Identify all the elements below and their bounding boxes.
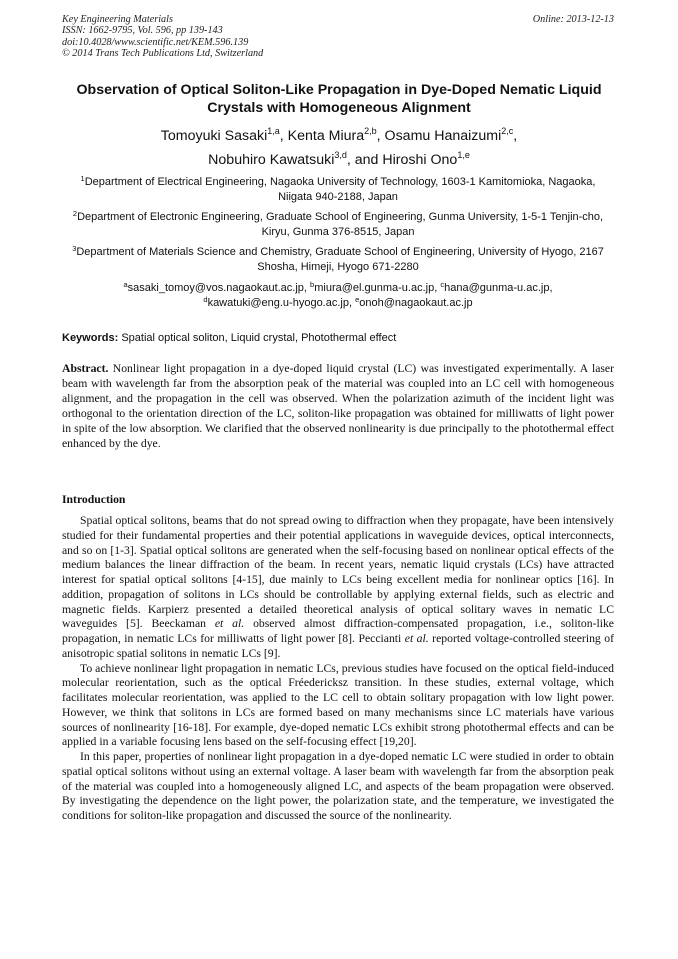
email-link[interactable]: hana@gunma-u.ac.jp [444, 282, 550, 294]
et-al: et al. [214, 617, 245, 631]
email-link[interactable]: kawatuki@eng.u-hyogo.ac.jp [207, 297, 349, 309]
paragraph: To achieve nonlinear light propagation in nematic LCs, previous studies have focused on the optical field-induced molecular reorientation, such as the optical Fréedericksz transition. In these studies, external voltage, which facilitates molecular reorientation, was applied to the LC cell to obtain solitary propagation with low light power. However, we think that solitons in LCs are formed based on many mechanisms since LC materials have various sources of nonlinearity [16-18]. For example, dye-doped nematic LCs exhibit strong photothermal effects and can be applied in a variable focusing lens based on the self-focusing effect [19,20]. [62, 661, 614, 749]
journal-header [62, 14, 614, 60]
paragraph-text: reported voltage-controlled steering of anisotropic spatial solitons in nematic LCs [9]. [62, 632, 614, 660]
author-sup: 3,d [334, 150, 347, 160]
author-name: Nobuhiro Kawatsuki [208, 152, 335, 168]
email-sup: c [440, 280, 445, 289]
email-link[interactable]: miura@el.gunma-u.ac.jp [314, 282, 435, 294]
issn-line: ISSN: 1662-9795, Vol. 596, pp 139-143 [62, 25, 223, 37]
email-sup: a [123, 280, 128, 289]
affiliation-1 [62, 175, 614, 205]
paper-title: Observation of Optical Soliton-Like Propagation in Dye-Doped Nematic Liquid Crystals with Homogeneous Alignment [76, 82, 602, 116]
email-sup: d [203, 295, 208, 304]
author-sup: 2,c [501, 126, 514, 136]
author-name: Osamu Hanaizumi [384, 128, 502, 144]
section-heading-introduction: Introduction [62, 493, 126, 506]
doi-line: doi:10.4028/www.scientific.net/KEM.596.139 [62, 36, 249, 48]
email-link[interactable]: sasaki_tomoy@vos.nagaokaut.ac.jp [127, 282, 304, 294]
email-link[interactable]: onoh@nagaokaut.ac.jp [359, 297, 473, 309]
affiliation-text: Department of Electronic Engineering, Graduate School of Engineering, Gunma University, 1-5-1 Tenjin-cho, Kiryu, Gunma 376-8515, Japan [77, 211, 604, 238]
online-date: Online: 2013-12-13 [532, 14, 614, 25]
copyright-line: © 2014 Trans Tech Publications Ltd, Switzerland [62, 48, 264, 60]
authors-and: and [354, 152, 379, 168]
affiliation-3 [62, 245, 614, 275]
email-list: $^a$sasaki_tomoy@vos.nagaokaut.ac.jp, $^b$miura@el.gunma-u.ac.jp, $^c$hana@gunma-u.ac.jp, $^d$kawatuki@eng.u-hyogo.ac.jp, $^e$onoh@nagaokaut.ac.jp [123, 280, 553, 309]
et-al: et al. [404, 632, 429, 645]
email-sup: b [310, 280, 315, 289]
affiliation-text: Department of Electrical Engineering, Nagaoka University of Technology, 1603-1 Kamitomioka, Nagaoka, Niigata 940-2188, Japan [84, 176, 596, 203]
introduction-body [62, 514, 614, 824]
keywords-label: Keywords: [62, 332, 119, 344]
affiliation-sup: 1 [80, 174, 85, 183]
email-sup: e [355, 295, 360, 304]
author-name: Kenta Miura [287, 128, 365, 144]
keywords [62, 331, 622, 345]
author-name: Hiroshi Ono [382, 152, 458, 168]
author-sup: 2,b [364, 126, 377, 136]
abstract [62, 362, 614, 451]
author-list: Tomoyuki Sasaki$^{1,a}$, Kenta Miura$^{2,b}$, Osamu Hanaizumi$^{2,c}$, Nobuhiro Kawatsuki$^{3,d}$, and Hiroshi Ono$^{1,e}$ [160, 126, 518, 168]
author-name: Tomoyuki Sasaki [160, 128, 268, 144]
affiliation-sup: 2 [72, 209, 78, 218]
keywords-text: Spatial optical soliton, Liquid crystal, Photothermal effect [121, 332, 397, 344]
author-sup: 1,a [267, 126, 280, 136]
journal-name: Key Engineering Materials [62, 14, 173, 25]
affiliation-2 [62, 210, 614, 240]
paragraph [62, 514, 614, 662]
paragraph-text: Spatial optical solitons, beams that do not spread owing to diffraction when they propagate, have been intensively studied for their fundamental properties and their potential applications in waveguide devices, optical interconnects, and so on [1-3]. Spatial optical solitons are generated when the self-focusing based on nonlinear optical effects of the medium balances the linear diffraction of the beam. In recent years, nematic liquid crystals (LCs) have attracted interest for spatial optical solitons [4-15], due mainly to LCs being excellent media for nonlinear optics [16]. In addition, propagation of solitons in LCs should be controllable by applying external fields, such as electric and magnetic fields. Karpierz presented a detailed theoretical analysis of optical solitary waves in nematic LC waveguides [5]. Beeckaman [62, 514, 614, 631]
abstract-text: Nonlinear light propagation in a dye-doped liquid crystal (LC) was investigated experimentally. A laser beam with wavelength far from the absorption peak of the material was coupled into an LC cell with homogeneous alignment, and the propagation in the cell was observed. When the polarization azimuth of the incident light was orthogonal to the orientation direction of the LC, soliton-like propagation was obtained for milliwatts of light power in spite of the low absorption. We clarified that the observed nonlinearity is due principally to the photothermal effect enhanced by the dye. [62, 362, 615, 450]
paragraph: In this paper, properties of nonlinear light propagation in a dye-doped nematic LC were studied in order to obtain spatial optical solitons without using an external voltage. A laser beam with wavelength far from the absorption peak of the material was coupled into a homogeneously aligned LC, and aspects of the beam propagation were observed. By investigating the dependence on the light power, the polarization state, and the temperature, we investigated the conditions for soliton-like propagation and discussed the source of the nonlinearity. [62, 750, 614, 822]
paragraph-text: observed almost diffraction-compensated propagation, i.e., soliton-like propagation, in nematic LCs for milliwatts of light power [8]. Peccianti [62, 617, 614, 645]
abstract-label: Abstract. [62, 362, 109, 375]
author-sup: 1,e [457, 150, 470, 160]
affiliation-sup: 3 [72, 244, 77, 253]
affiliation-text: Department of Materials Science and Chemistry, Graduate School of Engineering, University of Hyogo, 2167 Shosha, Himeji, Hyogo 671-2280 [76, 246, 604, 273]
